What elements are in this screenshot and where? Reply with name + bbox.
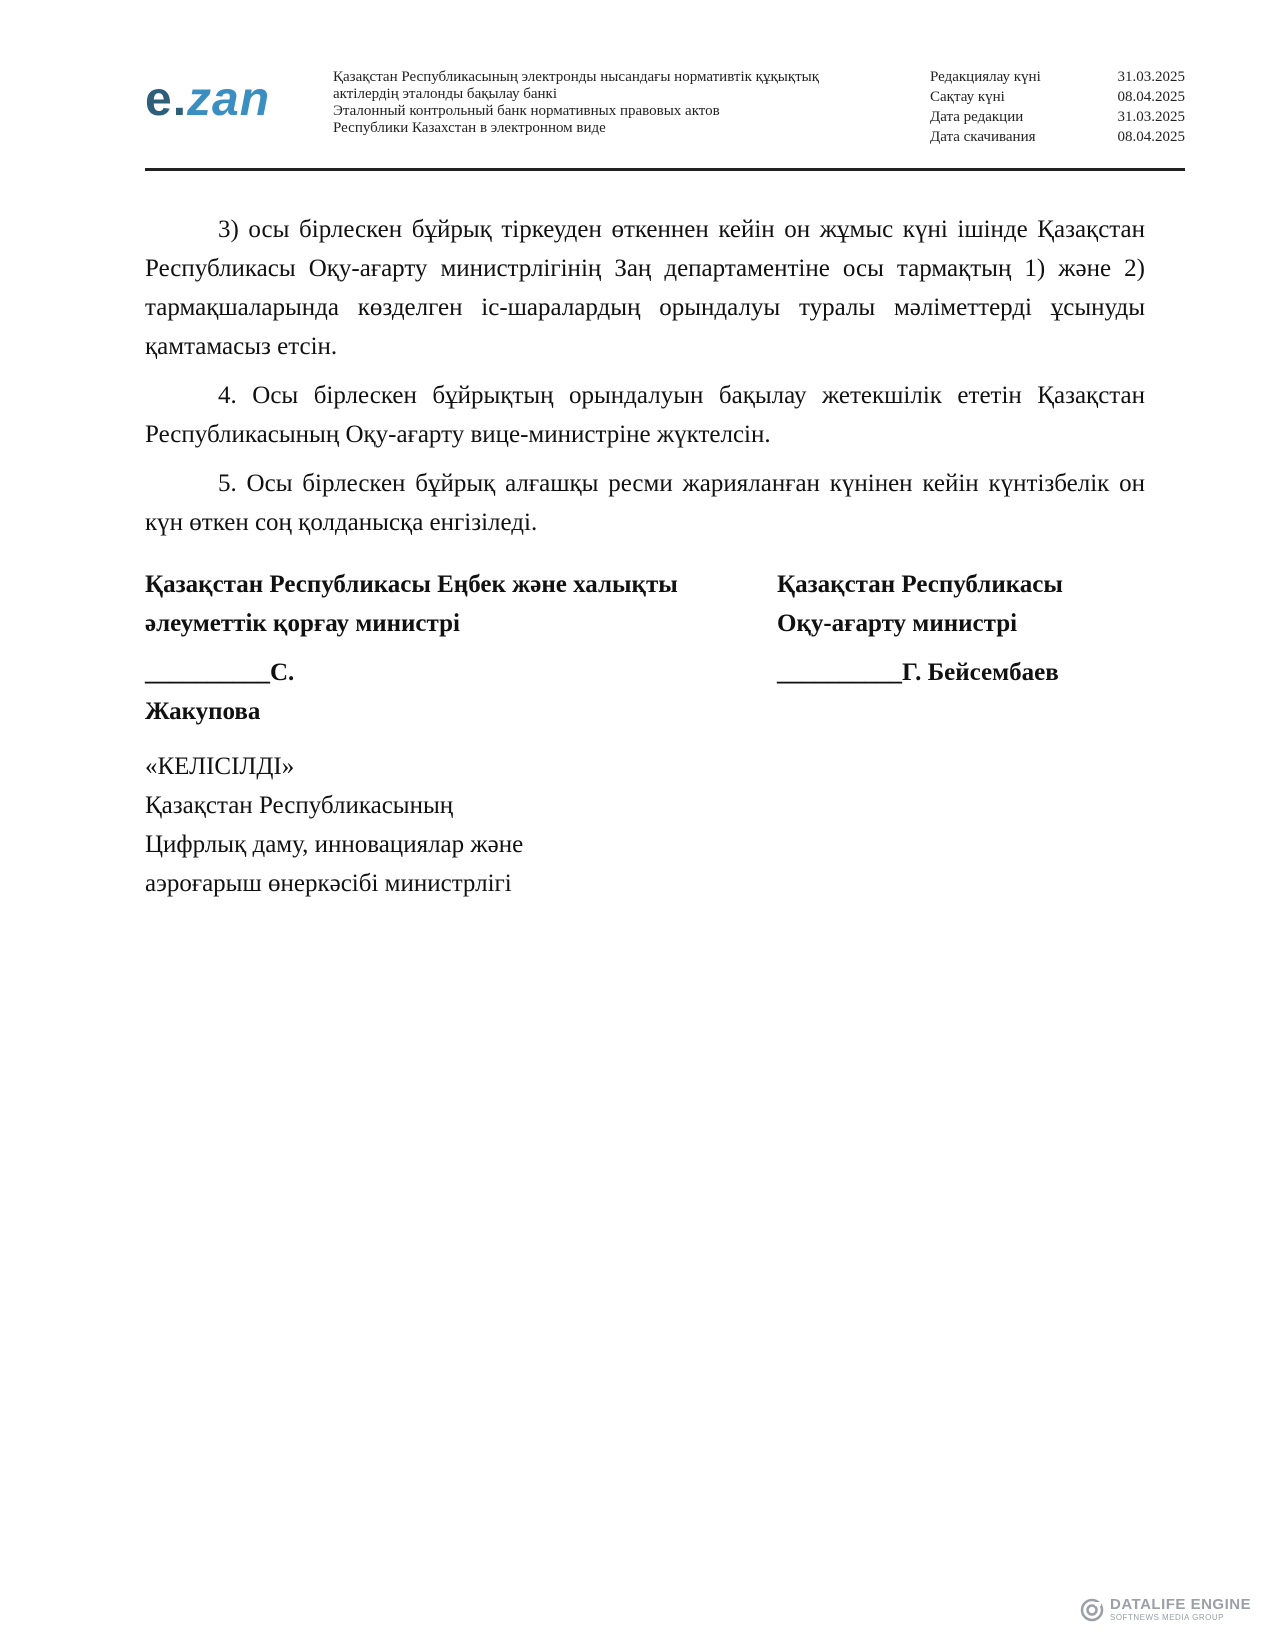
header-meta bbox=[930, 67, 1185, 147]
signatory-title: әлеуметтік қорғау министрі bbox=[145, 610, 460, 637]
document-body bbox=[145, 210, 1145, 552]
meta-row bbox=[930, 107, 1185, 127]
org-line: актілердің эталонды бақылау банкі bbox=[333, 86, 557, 102]
org-line: Республики Казахстан в электронном виде bbox=[333, 120, 606, 136]
agreed-line: аэроғарыш өнеркәсібі министрлігі bbox=[145, 870, 512, 897]
signatory-title: Қазақстан Республикасы Еңбек және халықты bbox=[145, 571, 678, 598]
document-header bbox=[145, 62, 1185, 172]
org-line: Қазақстан Республикасының электронды нысандағы нормативтік құқықтық bbox=[333, 69, 820, 85]
org-line: Эталонный контрольный банк нормативных правовых актов bbox=[333, 103, 720, 119]
agreed-line: Қазақстан Республикасының bbox=[145, 792, 454, 819]
signatory-name: __________С. bbox=[145, 659, 295, 686]
header-organization bbox=[333, 69, 893, 137]
header-divider bbox=[145, 168, 1185, 171]
ezan-logo: e.zan bbox=[145, 73, 271, 126]
meta-value: 31.03.2025 bbox=[1117, 109, 1185, 125]
meta-row bbox=[930, 127, 1185, 147]
meta-label: Дата скачивания bbox=[930, 129, 1036, 145]
signatory-name: __________Г. Бейсембаев bbox=[777, 659, 1059, 686]
meta-label: Редакциялау күні bbox=[930, 69, 1041, 85]
signatory-name: Жакупова bbox=[145, 698, 261, 725]
signatory-title: Оқу-ағарту министрі bbox=[777, 610, 1018, 637]
meta-row bbox=[930, 87, 1185, 107]
watermark-sub: SOFTNEWS MEDIA GROUP bbox=[1110, 1613, 1225, 1622]
paragraph: 5. Осы бірлескен бұйрық алғашқы ресми жарияланған күнінен кейін күнтізбелік он күн өткен соң қолданысқа енгізіледі. bbox=[145, 470, 1145, 536]
signatory-title: Қазақстан Республикасы bbox=[777, 571, 1063, 598]
datalife-logo-icon bbox=[1080, 1598, 1104, 1622]
agreed-line: Цифрлық даму, инновациялар және bbox=[145, 831, 524, 858]
agreed-heading: «КЕЛІСІЛДІ» bbox=[145, 753, 295, 780]
meta-label: Дата редакции bbox=[930, 109, 1024, 125]
paragraph: 3) осы бірлескен бұйрық тіркеуден өткеннен кейін он жұмыс күні ішінде Қазақстан Республикасы Оқу-ағарту министрлігінің Заң департаментіне осы тармақтың 1) және 2) тармақшаларында көзделген іс-шаралардың орындалуы туралы мәліметтерді ұсынуды қамтамасыз етсін. bbox=[145, 216, 1145, 360]
signature-right bbox=[777, 565, 1157, 692]
meta-label: Сақтау күні bbox=[930, 89, 1005, 105]
signature-left bbox=[145, 565, 765, 731]
agreed-block bbox=[145, 747, 665, 903]
meta-row bbox=[930, 67, 1185, 87]
meta-value: 31.03.2025 bbox=[1117, 69, 1185, 85]
meta-value: 08.04.2025 bbox=[1117, 89, 1185, 105]
meta-value: 08.04.2025 bbox=[1117, 129, 1185, 145]
paragraph: 4. Осы бірлескен бұйрықтың орындалуын бақылау жетекшілік ететін Қазақстан Республикасының Оқу-ағарту вице-министріне жүктелсін. bbox=[145, 382, 1145, 448]
watermark-main: DATALIFE ENGINE bbox=[1110, 1596, 1252, 1613]
